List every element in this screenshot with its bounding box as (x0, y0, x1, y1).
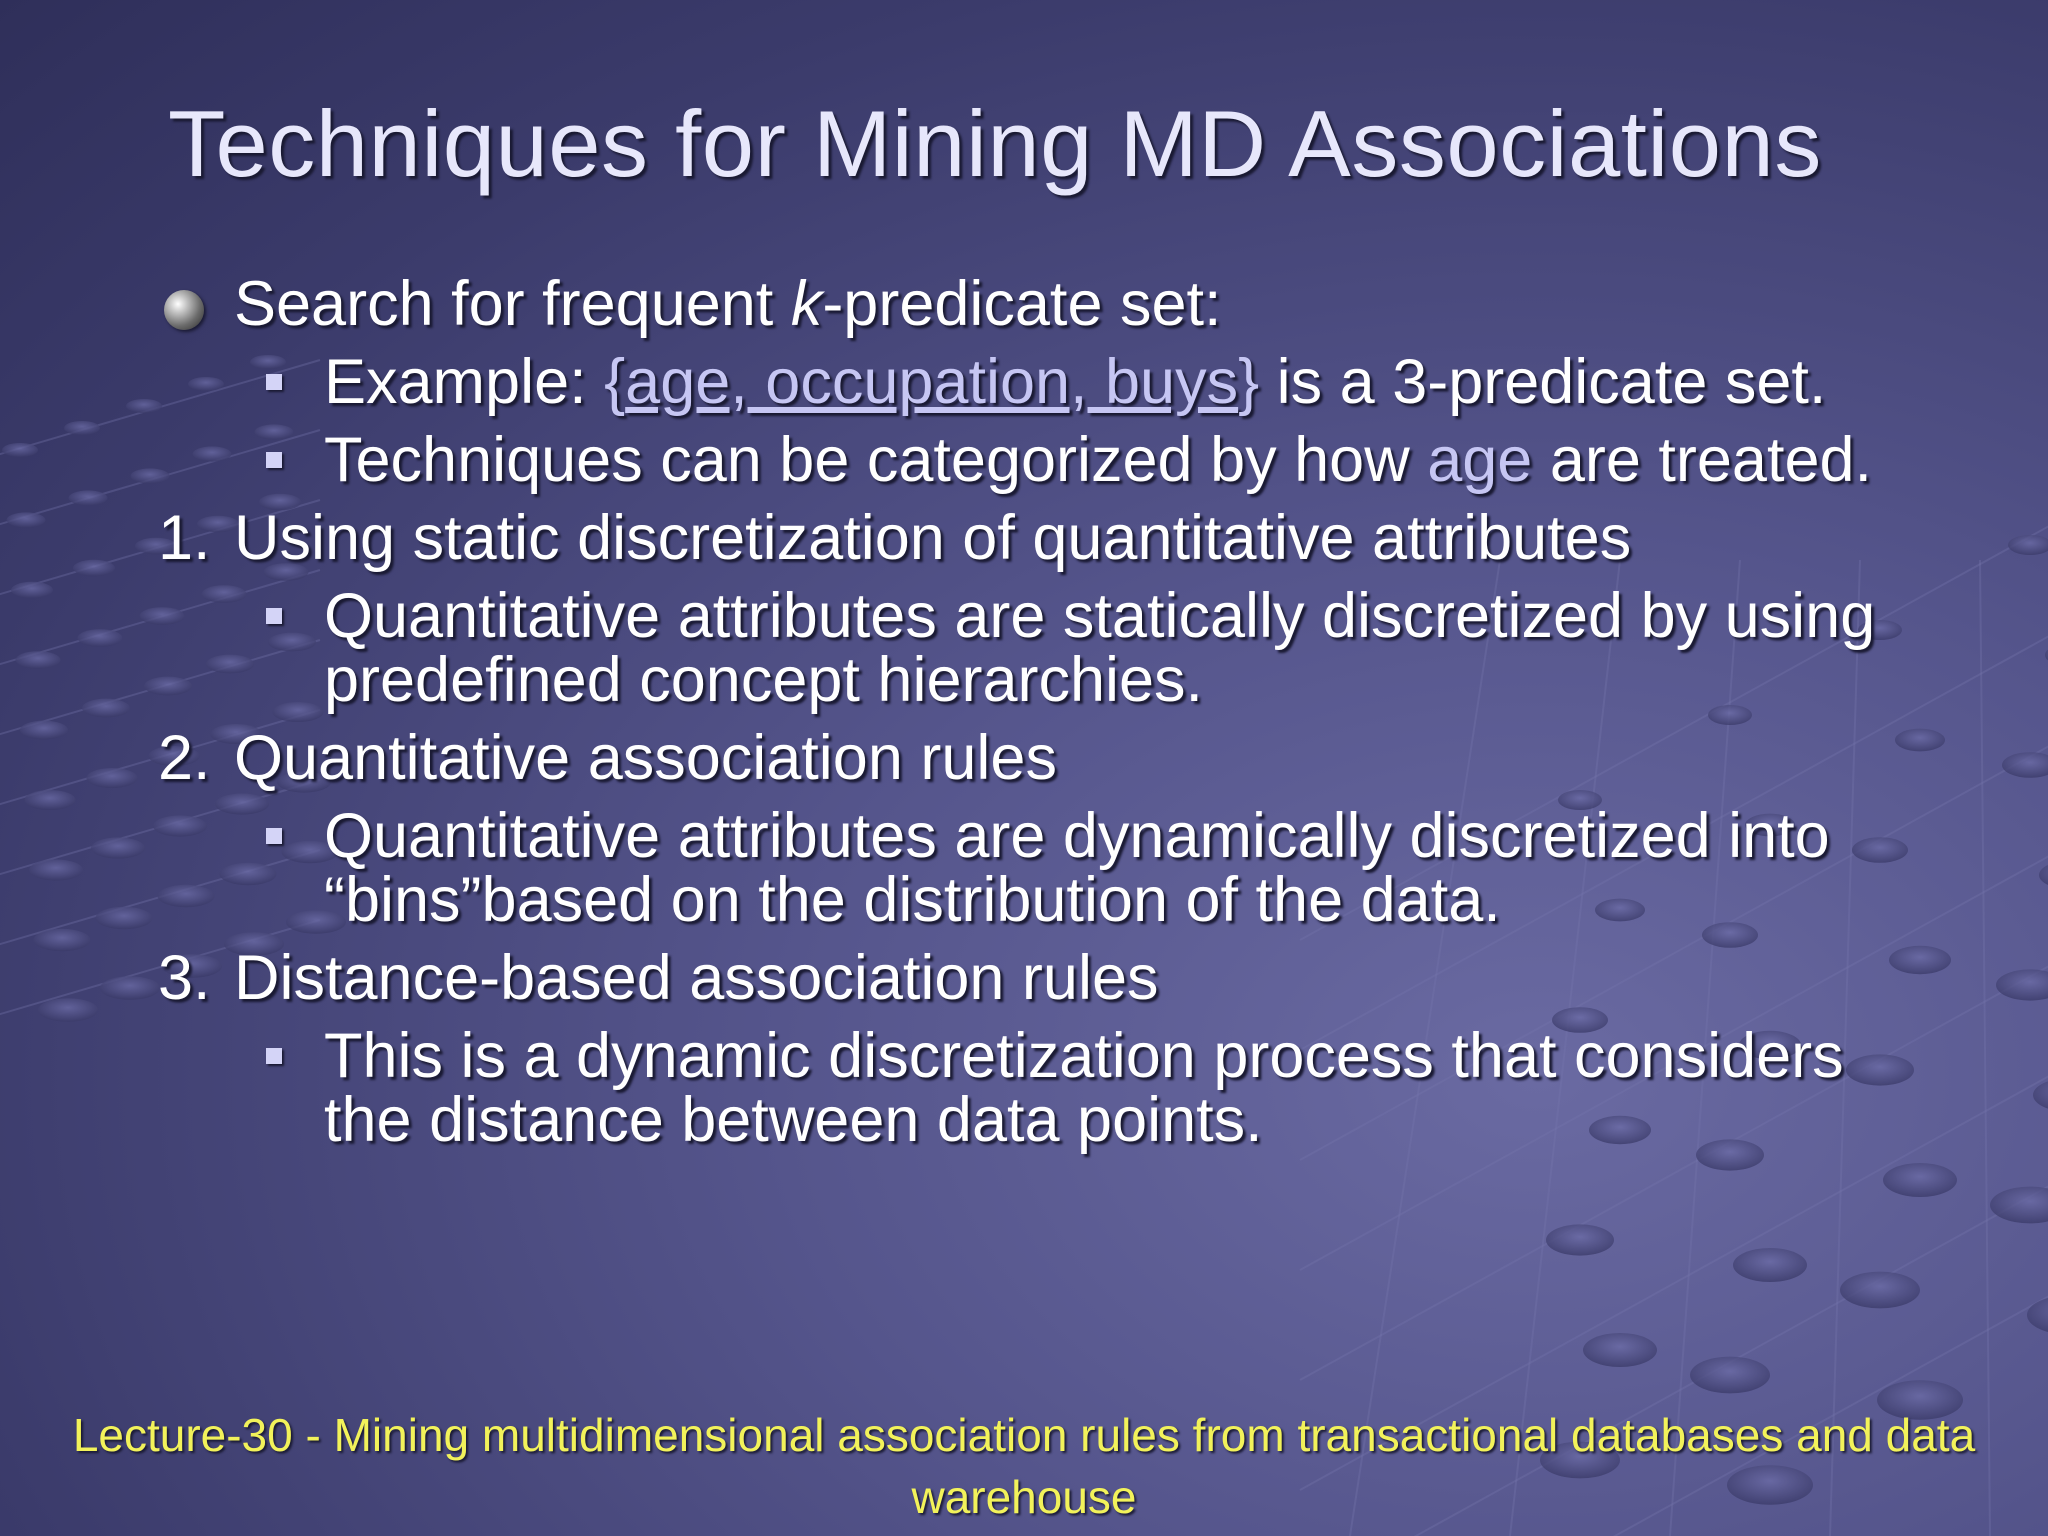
age-highlight: age (1427, 425, 1533, 495)
square-bullet-icon (266, 374, 282, 390)
lecture-footer: Lecture-30 - Mining multidimensional association rules from transactional databases and data warehouse (72, 1409, 1976, 1523)
sub-bullet-categorized: Techniques can be categorized by how age are treated. (158, 428, 1918, 492)
square-bullet-icon (266, 1048, 282, 1064)
numbered-item-3: 3. Distance-based association rules (158, 943, 1159, 1013)
sphere-bullet-icon (164, 290, 204, 330)
square-bullet-icon (266, 452, 282, 468)
k-variable: k (790, 269, 823, 339)
square-bullet-icon (266, 828, 282, 844)
numbered-item-2: 2. Quantitative association rules (158, 723, 1057, 793)
sub-bullet-static: Quantitative attributes are statically discretized by using predefined concept hierarchies. (158, 584, 1918, 712)
sub-bullet-dynamic: Quantitative attributes are dynamically discretized into “bins”based on the distribution of the data. (158, 804, 1918, 932)
square-bullet-icon (266, 608, 282, 624)
slide-body (158, 269, 1918, 1166)
slide-title: Techniques for Mining MD Associations (168, 91, 1822, 196)
sub-bullet-distance: This is a dynamic discretization process that considers the distance between data points. (158, 1024, 1918, 1152)
numbered-item-1: 1. Using static discretization of quantitative attributes (158, 503, 1632, 573)
predicate-set-link[interactable]: age, occupation, buys (625, 347, 1239, 417)
bullet-search-predicate: Search for frequent k-predicate set: (158, 272, 1918, 336)
sub-bullet-example: Example: {age, occupation, buys} is a 3-predicate set. (158, 350, 1918, 414)
